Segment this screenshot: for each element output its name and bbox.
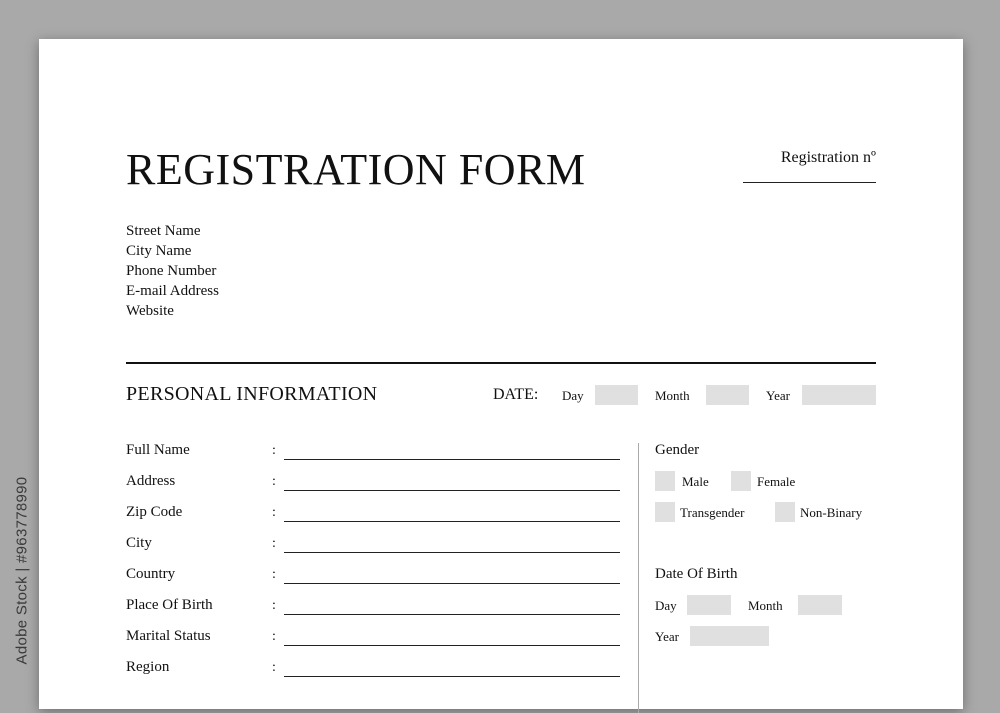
field-label-marital-status: Marital Status bbox=[126, 628, 211, 644]
date-year-label: Year bbox=[766, 388, 790, 403]
field-colon: : bbox=[272, 474, 276, 489]
registration-number-label: Registration nº bbox=[780, 149, 876, 166]
dob-day-box[interactable] bbox=[687, 595, 731, 615]
gender-female-checkbox[interactable] bbox=[731, 471, 751, 491]
form-paper bbox=[39, 39, 963, 709]
address-street: Street Name bbox=[126, 223, 201, 239]
date-year-box[interactable] bbox=[802, 385, 876, 405]
gender-title: Gender bbox=[655, 442, 700, 458]
region-field[interactable] bbox=[284, 676, 620, 677]
gender-transgender-checkbox[interactable] bbox=[655, 502, 675, 522]
field-colon: : bbox=[272, 536, 276, 551]
address-email: E-mail Address bbox=[126, 283, 219, 299]
country-field[interactable] bbox=[284, 583, 620, 584]
full-name-field[interactable] bbox=[284, 459, 620, 460]
date-day-label: Day bbox=[562, 388, 584, 403]
gender-male-label: Male bbox=[682, 474, 709, 489]
field-colon: : bbox=[272, 598, 276, 613]
field-colon: : bbox=[272, 567, 276, 582]
gender-female-label: Female bbox=[757, 474, 796, 489]
form-title: REGISTRATION FORM bbox=[126, 145, 586, 194]
date-of-birth-title: Date Of Birth bbox=[655, 566, 738, 582]
date-month-label: Month bbox=[655, 388, 690, 403]
dob-month-label: Month bbox=[748, 598, 783, 613]
field-label-place-of-birth: Place Of Birth bbox=[126, 597, 213, 613]
field-label-zip-code: Zip Code bbox=[126, 504, 183, 520]
gender-male-checkbox[interactable] bbox=[655, 471, 675, 491]
field-colon: : bbox=[272, 505, 276, 520]
field-colon: : bbox=[272, 629, 276, 644]
registration-number-field[interactable] bbox=[743, 182, 876, 183]
gender-non-binary-label: Non-Binary bbox=[800, 505, 863, 520]
side-watermark-text: Adobe Stock | #963778990 bbox=[13, 476, 31, 664]
side-watermark bbox=[4, 455, 40, 685]
address-block bbox=[126, 221, 219, 321]
zip-code-field[interactable] bbox=[284, 521, 620, 522]
gender-transgender-label: Transgender bbox=[680, 505, 745, 520]
marital-status-field[interactable] bbox=[284, 645, 620, 646]
address-phone: Phone Number bbox=[126, 263, 217, 279]
city-field[interactable] bbox=[284, 552, 620, 553]
header-divider bbox=[126, 362, 876, 364]
address-city: City Name bbox=[126, 243, 192, 259]
field-label-country: Country bbox=[126, 566, 176, 582]
field-label-city: City bbox=[126, 535, 152, 551]
field-label-full-name: Full Name bbox=[126, 442, 190, 458]
field-label-region: Region bbox=[126, 659, 170, 675]
date-label: DATE: bbox=[493, 386, 539, 403]
dob-month-box[interactable] bbox=[798, 595, 842, 615]
dob-year-box[interactable] bbox=[690, 626, 769, 646]
dob-day-label: Day bbox=[655, 598, 677, 613]
field-label-address: Address bbox=[126, 473, 176, 489]
section-title: PERSONAL INFORMATION bbox=[126, 383, 378, 405]
field-colon: : bbox=[272, 443, 276, 458]
date-day-box[interactable] bbox=[595, 385, 638, 405]
place-of-birth-field[interactable] bbox=[284, 614, 620, 615]
date-month-box[interactable] bbox=[706, 385, 749, 405]
dob-year-label: Year bbox=[655, 629, 679, 644]
address-website: Website bbox=[126, 303, 174, 319]
gender-non-binary-checkbox[interactable] bbox=[775, 502, 795, 522]
field-colon: : bbox=[272, 660, 276, 675]
column-divider bbox=[638, 443, 639, 713]
address-field[interactable] bbox=[284, 490, 620, 491]
